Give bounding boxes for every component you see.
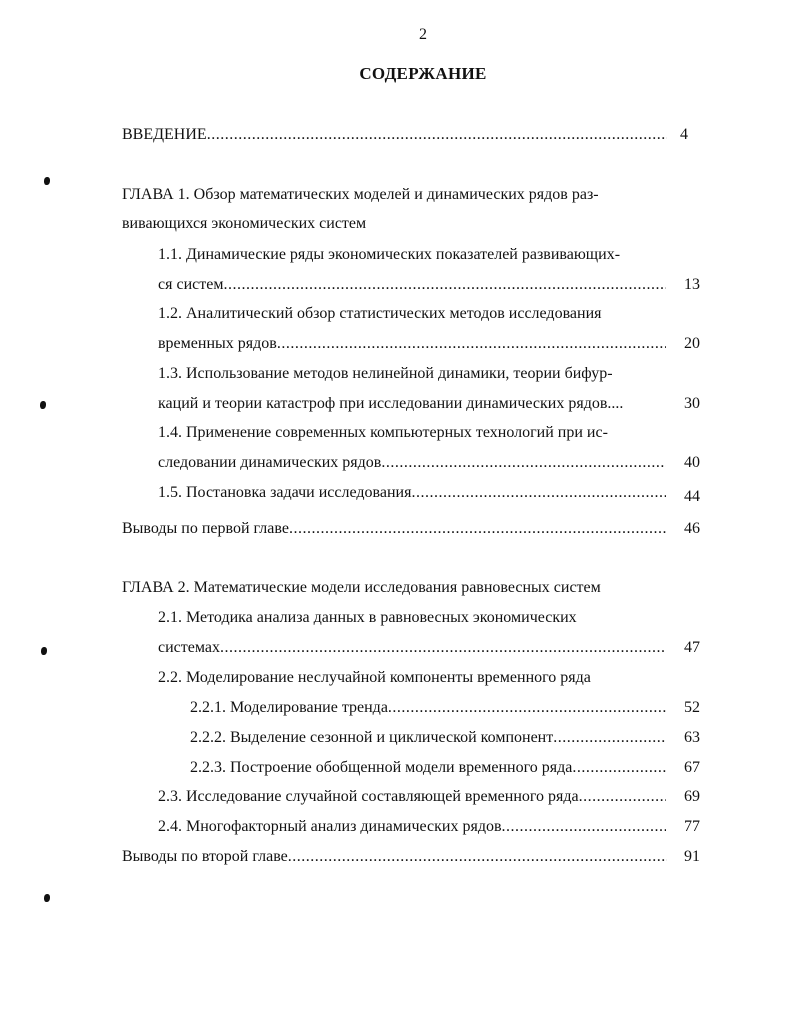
toc-page-number: 67: [684, 759, 700, 776]
leader-dots: [289, 517, 667, 541]
toc-entry-2-1[interactable]: [158, 636, 666, 660]
toc-entry-1-4[interactable]: [158, 451, 666, 475]
leader-dots: [207, 123, 667, 147]
toc-entry-text: ся систем: [158, 276, 224, 293]
toc-entry-text: временных рядов: [158, 335, 277, 352]
leader-dots: [220, 636, 666, 660]
toc-entry-2-2-2[interactable]: [190, 726, 666, 750]
toc-page-number: 44: [684, 488, 700, 505]
chapter-1-title-line-2[interactable]: вивающихся экономических систем: [122, 215, 367, 232]
toc-page-number: 40: [684, 454, 700, 471]
leader-dots: [579, 785, 666, 809]
toc-entry-2-4[interactable]: [158, 815, 666, 839]
leader-dots: [411, 481, 666, 505]
toc-page-number: 77: [684, 818, 700, 835]
toc-entry-2-3[interactable]: [158, 785, 666, 809]
leader-dots: [288, 845, 667, 869]
toc-page-number: 20: [684, 335, 700, 352]
page-number: 2: [419, 26, 427, 43]
toc-entry-2-2-1[interactable]: [190, 696, 666, 720]
leader-dots: [223, 273, 666, 297]
toc-entry-2-1-line-1[interactable]: 2.1. Методика анализа данных в равновесных экономических: [158, 609, 577, 626]
leader-dots: [277, 332, 666, 356]
toc-entry-text: 2.2.1. Моделирование тренда: [190, 699, 388, 716]
leader-dots: [553, 726, 666, 750]
toc-entry-conclusions-1[interactable]: [122, 517, 667, 541]
toc-entry-2-2[interactable]: 2.2. Моделирование неслучайной компоненты временного ряда: [158, 669, 591, 686]
toc-entry-text: ВВЕДЕНИЕ: [122, 126, 207, 143]
toc-entry-1-1-line-1[interactable]: 1.1. Динамические ряды экономических показателей развивающих-: [158, 246, 621, 263]
toc-entry-conclusions-2[interactable]: [122, 845, 667, 869]
binding-mark: [40, 401, 46, 409]
toc-page-number: 52: [684, 699, 700, 716]
toc-page-number: 4: [680, 126, 688, 143]
toc-entry-text: Выводы по второй главе: [122, 848, 288, 865]
toc-entry-text: Выводы по первой главе: [122, 520, 289, 537]
toc-page-number: 46: [684, 520, 700, 537]
toc-entry-text: 2.3. Исследование случайной составляющей временного ряда: [158, 788, 579, 805]
chapter-2-title[interactable]: ГЛАВА 2. Математические модели исследования равновесных систем: [122, 579, 601, 596]
toc-entry-text: 2.4. Многофакторный анализ динамических рядов: [158, 818, 502, 835]
toc-entry-2-2-3[interactable]: [190, 756, 666, 780]
toc-page-number: 69: [684, 788, 700, 805]
toc-entry-text: следовании динамических рядов: [158, 454, 382, 471]
toc-entry-1-4-line-1[interactable]: 1.4. Применение современных компьютерных технологий при ис-: [158, 424, 608, 441]
toc-entry-1-2-line-1[interactable]: 1.2. Аналитический обзор статистических методов исследования: [158, 305, 602, 322]
toc-page-number: 30: [684, 395, 700, 412]
toc-entry-intro[interactable]: [122, 123, 667, 147]
page-title: СОДЕРЖАНИЕ: [359, 64, 487, 83]
toc-page-number: 91: [684, 848, 700, 865]
toc-entry-1-3-line-1[interactable]: 1.3. Использование методов нелинейной динамики, теории бифур-: [158, 365, 613, 382]
binding-mark: [41, 647, 47, 655]
leader-dots: [388, 696, 666, 720]
toc-entry-1-2[interactable]: [158, 332, 666, 356]
binding-mark: [44, 177, 50, 185]
leader-dots: [502, 815, 666, 839]
toc-entry-text: системах: [158, 639, 220, 656]
leader-dots: [381, 451, 666, 475]
toc-entry-1-5[interactable]: [158, 481, 666, 505]
toc-entry-1-3[interactable]: каций и теории катастроф при исследовании динамических рядов....: [158, 395, 624, 412]
toc-page-number: 13: [684, 276, 700, 293]
toc-page-number: 63: [684, 729, 700, 746]
toc-page-number: 47: [684, 639, 700, 656]
chapter-1-title-line-1[interactable]: ГЛАВА 1. Обзор математических моделей и динамических рядов раз-: [122, 186, 599, 203]
toc-entry-1-1[interactable]: [158, 273, 666, 297]
toc-entry-text: 2.2.3. Построение обобщенной модели временного ряда: [190, 759, 573, 776]
toc-entry-text: 2.2.2. Выделение сезонной и циклической компонент: [190, 729, 554, 746]
leader-dots: [572, 756, 666, 780]
binding-mark: [44, 894, 50, 902]
toc-entry-text: 1.5. Постановка задачи исследования: [158, 484, 412, 501]
